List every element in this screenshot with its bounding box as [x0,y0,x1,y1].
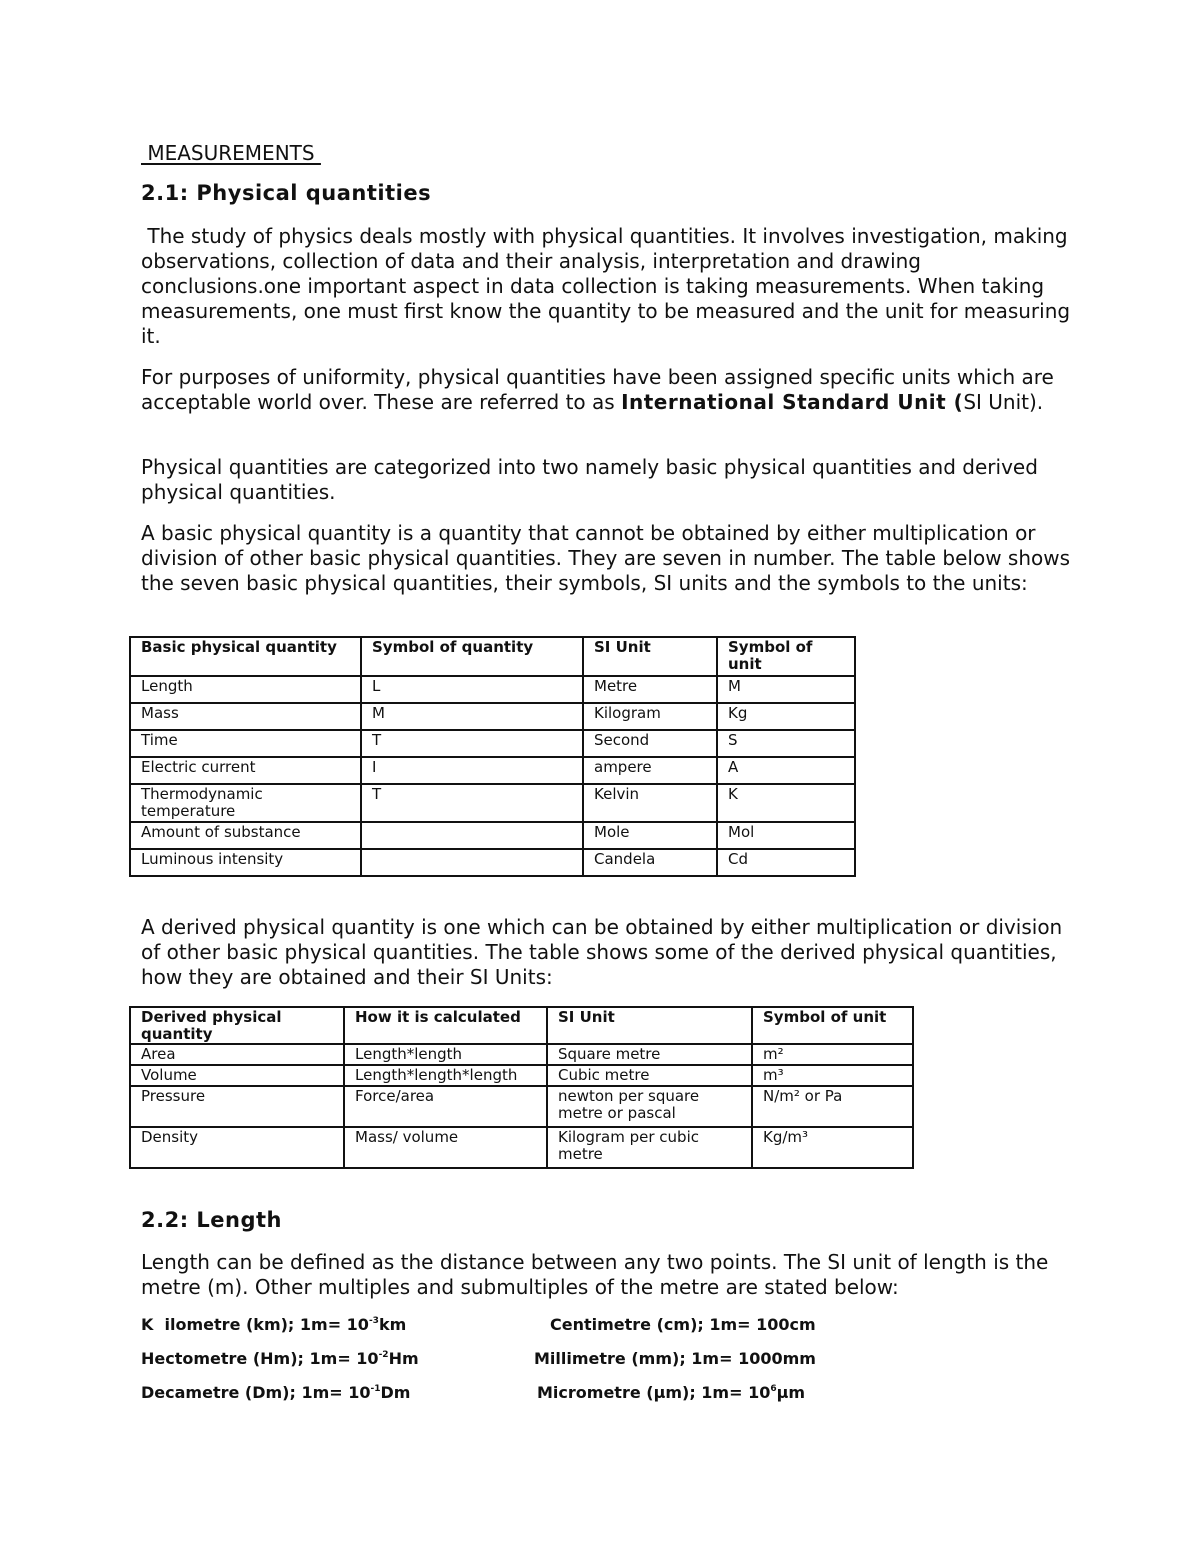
table-header-cell: Basic physical quantity [130,637,361,676]
table-header-cell: Derived physical quantity [130,1007,344,1044]
table-cell: Kelvin [583,784,717,822]
table-header-row [130,637,855,676]
table-row [130,784,855,822]
table-header-cell: How it is calculated [344,1007,547,1044]
intro-paragraph: The study of physics deals mostly with physical quantities. It involves investigation, making observations, collection of data and their analysis, interpretation and drawing conclusions.one important aspect in data collection is taking measurements. When taking measurements, one must first know the quantity to be measured and the unit for measuring it. [141,224,1077,348]
table-cell: Metre [583,676,717,703]
unit-text: K ilometre (km); 1m= 10 [141,1315,369,1334]
page-title: MEASUREMENTS [141,141,321,165]
section-heading-physical-quantities: 2.1: Physical quantities [141,181,432,205]
table-cell: Mass [130,703,361,730]
table-cell: Length*length*length [344,1065,547,1086]
length-paragraph: Length can be defined as the distance between any two points. The SI unit of length is the metre (m). Other multiples and submultiples of the metre are stated below: [141,1250,1049,1299]
table-cell: Mole [583,822,717,849]
table-cell [361,822,583,849]
table-cell: T [361,730,583,757]
table-header-cell: SI Unit [547,1007,752,1044]
table-row [130,730,855,757]
unit-exponent: -3 [368,1316,379,1326]
table-header-row [130,1007,913,1044]
table-cell: A [717,757,855,784]
basic-quantities-table [129,636,856,877]
table-cell: Volume [130,1065,344,1086]
table-cell: Kilogram [583,703,717,730]
table-row [130,703,855,730]
table-cell: Cubic metre [547,1065,752,1086]
unit-micrometre [537,1383,805,1402]
unit-hectometre [141,1349,419,1368]
unit-text: Millimetre (mm); 1m= 1000mm [534,1349,816,1368]
table-cell: N/m² or Pa [752,1086,913,1127]
table-cell: K [717,784,855,822]
table-row [130,1044,913,1065]
table-row [130,757,855,784]
table-header-cell: Symbol of unit [752,1007,913,1044]
table-header-cell: SI Unit [583,637,717,676]
si-unit-bold-term: International Standard Unit ( [621,390,964,414]
table-cell: Kilogram per cubic metre [547,1127,752,1168]
table-cell: L [361,676,583,703]
unit-suffix: μm [776,1383,806,1402]
table-row [130,822,855,849]
table-cell: Thermodynamic temperature [130,784,361,822]
table-cell: Length*length [344,1044,547,1065]
table-cell: I [361,757,583,784]
table-cell: S [717,730,855,757]
table-header-cell: Symbol of quantity [361,637,583,676]
table-cell: Mass/ volume [344,1127,547,1168]
basic-quantity-paragraph: A basic physical quantity is a quantity that cannot be obtained by either multiplication or division of other basic physical quantities. They are seven in number. The table below shows the seven basic physical quantities, their symbols, SI units and the symbols to the units: [141,521,1071,595]
table-cell: Amount of substance [130,822,361,849]
table-cell: ampere [583,757,717,784]
unit-text: Decametre (Dm); 1m= 10 [141,1383,371,1402]
table-cell: M [361,703,583,730]
unit-exponent: -1 [370,1384,381,1394]
table-cell: Length [130,676,361,703]
unit-suffix: km [378,1315,407,1334]
table-cell: Candela [583,849,717,876]
table-cell: Luminous intensity [130,849,361,876]
table-cell: Pressure [130,1086,344,1127]
unit-text: Micrometre (μm); 1m= 10 [537,1383,771,1402]
table-row [130,676,855,703]
unit-suffix: Hm [388,1349,419,1368]
unit-millimetre [534,1349,816,1368]
unit-exponent: -2 [378,1350,389,1360]
table-cell: Mol [717,822,855,849]
si-unit-paragraph [141,365,1071,415]
table-cell: T [361,784,583,822]
unit-text: Centimetre (cm); 1m= 100cm [550,1315,816,1334]
table-cell [361,849,583,876]
unit-decametre [141,1383,410,1402]
table-cell: Kg [717,703,855,730]
unit-exponent: 6 [770,1384,777,1394]
unit-text: Hectometre (Hm); 1m= 10 [141,1349,379,1368]
table-cell: Time [130,730,361,757]
table-cell: Electric current [130,757,361,784]
si-unit-paragraph-start: For purposes of uniformity, physical quantities have been assigned specific units which are acceptable world over. These are referred to as [141,365,1054,414]
table-cell: Second [583,730,717,757]
table-cell: Kg/m³ [752,1127,913,1168]
table-row [130,1127,913,1168]
unit-suffix: Dm [380,1383,411,1402]
derived-quantities-table [129,1006,914,1169]
table-cell: Square metre [547,1044,752,1065]
section-heading-length: 2.2: Length [141,1208,283,1232]
si-unit-paragraph-end: SI Unit). [963,390,1044,414]
table-row [130,1065,913,1086]
table-cell: Cd [717,849,855,876]
table-cell: m² [752,1044,913,1065]
table-row [130,1086,913,1127]
table-cell: M [717,676,855,703]
categories-paragraph: Physical quantities are categorized into two namely basic physical quantities and derived physical quantities. [141,455,1038,504]
unit-centimetre [550,1315,816,1334]
table-cell: newton per square metre or pascal [547,1086,752,1127]
table-cell: Force/area [344,1086,547,1127]
derived-quantity-paragraph: A derived physical quantity is one which can be obtained by either multiplication or division of other basic physical quantities. The table shows some of the derived physical quantities, how they are obtained and their SI Units: [141,915,1063,989]
table-cell: m³ [752,1065,913,1086]
table-header-cell: Symbol of unit [717,637,855,676]
table-cell: Density [130,1127,344,1168]
table-row [130,849,855,876]
unit-kilometre [141,1315,406,1334]
table-cell: Area [130,1044,344,1065]
